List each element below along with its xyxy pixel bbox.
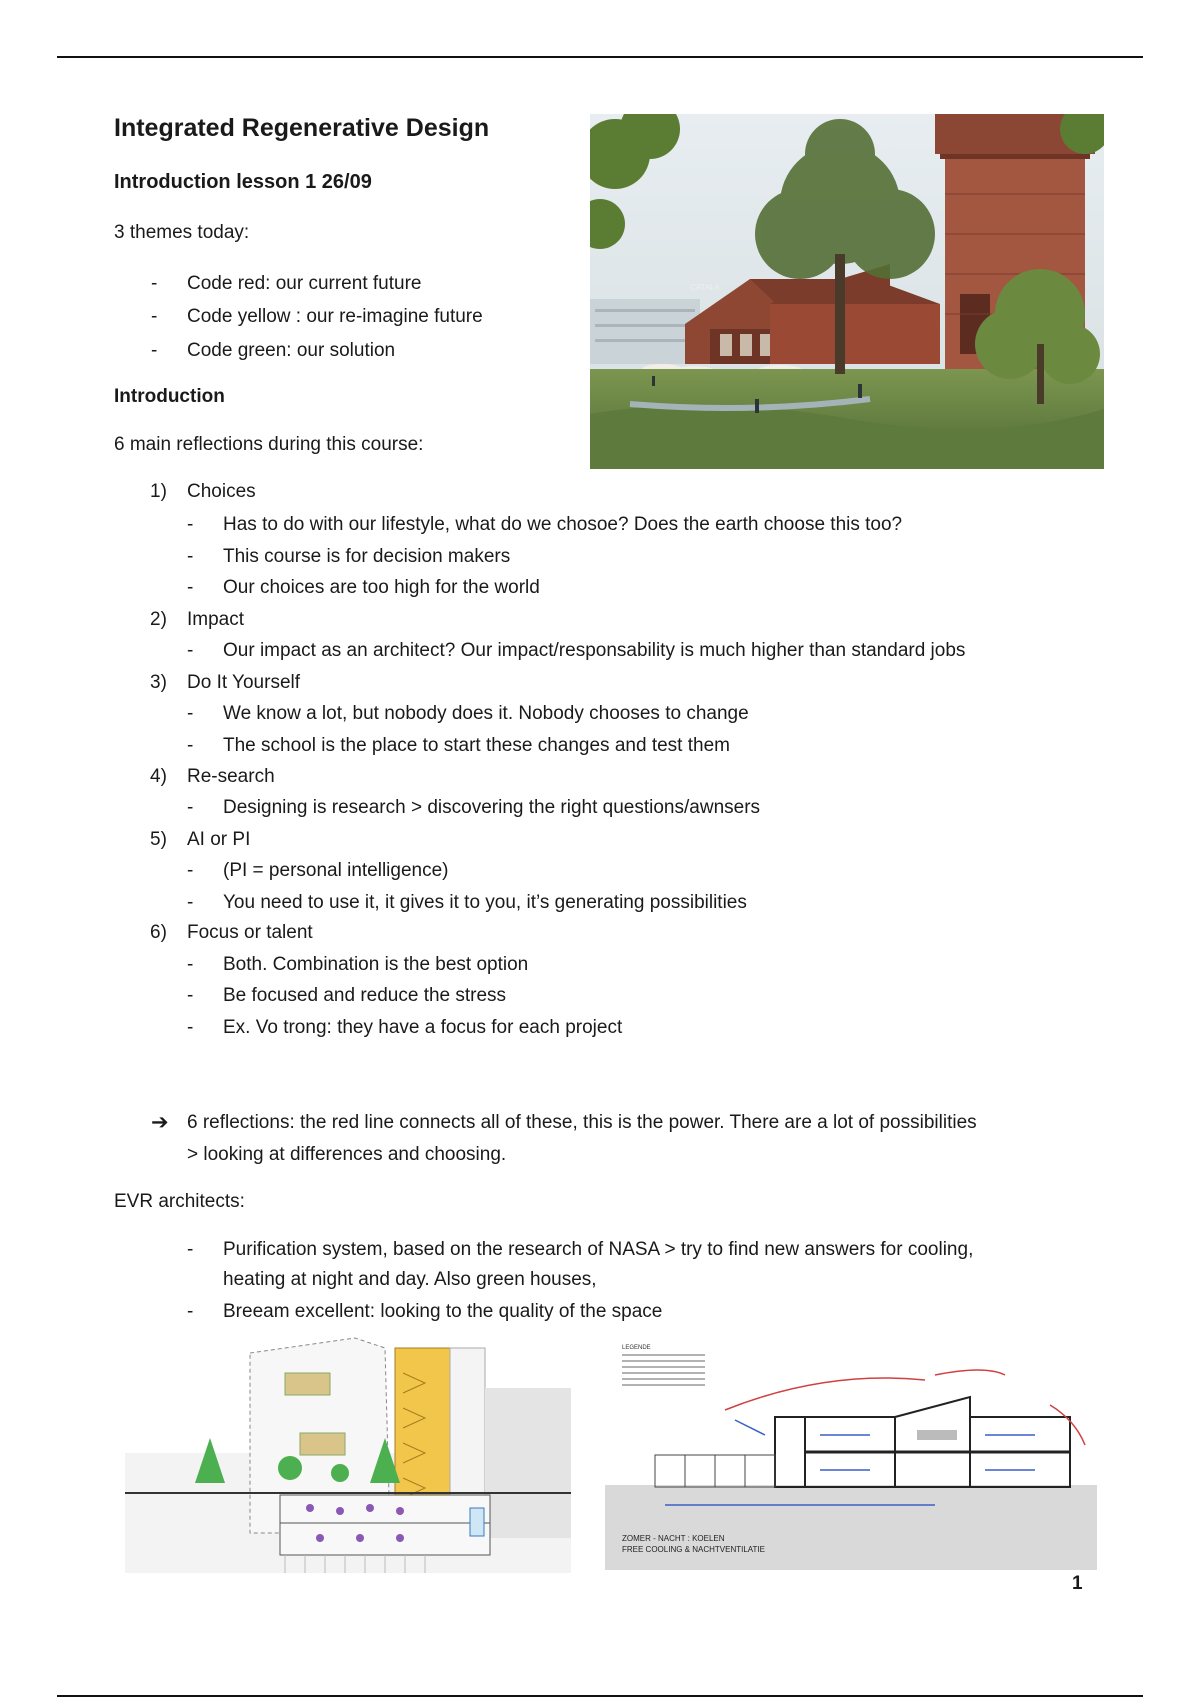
list-bullet: - xyxy=(187,1017,194,1038)
reflection-item: (PI = personal intelligence) xyxy=(223,860,449,881)
reflection-title: Do It Yourself xyxy=(187,672,301,693)
document-subtitle: Introduction lesson 1 26/09 xyxy=(114,171,372,193)
reflection-item: Has to do with our lifestyle, what do we chosoe? Does the earth choose this too? xyxy=(223,514,903,535)
list-bullet: - xyxy=(151,306,158,327)
list-bullet: - xyxy=(187,577,194,598)
list-bullet: - xyxy=(187,703,194,724)
list-bullet: - xyxy=(187,1239,194,1260)
list-bullet: - xyxy=(187,985,194,1006)
list-bullet: - xyxy=(187,735,194,756)
diagram-caption-line2: FREE COOLING & NACHTVENTILATIE xyxy=(622,1545,765,1554)
reflection-number: 3) xyxy=(150,672,167,693)
reflection-item: You need to use it, it gives it to you, it’s generating possibilities xyxy=(223,892,747,913)
reflection-number: 2) xyxy=(150,609,167,630)
list-bullet: - xyxy=(187,797,194,818)
list-bullet: - xyxy=(187,546,194,567)
diagram-legend-title: LEGENDE xyxy=(622,1345,651,1351)
photo-sign: CATALA xyxy=(690,283,720,292)
document-title: Integrated Regenerative Design xyxy=(114,114,490,142)
list-bullet: - xyxy=(151,273,158,294)
reflection-item: Our impact as an architect? Our impact/responsability is much higher than standard jobs xyxy=(223,640,966,661)
reflection-title: Impact xyxy=(187,609,245,630)
cooling-diagram-figure xyxy=(605,1335,1097,1570)
reflection-number: 5) xyxy=(150,829,167,850)
reflections-intro: 6 main reflections during this course: xyxy=(114,434,424,455)
list-bullet: - xyxy=(187,640,194,661)
theme-item: Code red: our current future xyxy=(187,273,422,294)
reflection-item: Our choices are too high for the world xyxy=(223,577,540,598)
reflection-item: Designing is research > discovering the right questions/awnsers xyxy=(223,797,761,818)
reflection-title: Choices xyxy=(187,481,256,502)
page-number: 1 xyxy=(1072,1573,1083,1594)
evr-item: heating at night and day. Also green houses, xyxy=(223,1269,597,1290)
diagram-caption-line1: ZOMER - NACHT : KOELEN xyxy=(622,1534,725,1543)
evr-item: Purification system, based on the research of NASA > try to find new answers for cooling, xyxy=(223,1239,974,1260)
right-arrow-icon: ➔ xyxy=(151,1111,169,1134)
reflection-title: AI or PI xyxy=(187,829,251,850)
introduction-heading: Introduction xyxy=(114,386,225,407)
top-rule xyxy=(57,56,1143,58)
reflection-item: Be focused and reduce the stress xyxy=(223,985,507,1006)
reflection-item: The school is the place to start these changes and test them xyxy=(223,735,730,756)
reflection-number: 1) xyxy=(150,481,167,502)
arrow-paragraph-line: 6 reflections: the red line connects all of these, this is the power. There are a lot of possibilities xyxy=(187,1112,977,1133)
evr-item: Breeam excellent: looking to the quality of the space xyxy=(223,1301,663,1322)
bottom-rule xyxy=(57,1695,1143,1697)
list-bullet: - xyxy=(187,860,194,881)
reflection-item: Ex. Vo trong: they have a focus for each project xyxy=(223,1017,623,1038)
theme-item: Code yellow : our re-imagine future xyxy=(187,306,483,327)
reflection-number: 6) xyxy=(150,922,167,943)
building-photo xyxy=(590,114,1104,469)
list-bullet: - xyxy=(187,1301,194,1322)
list-bullet: - xyxy=(151,340,158,361)
themes-intro: 3 themes today: xyxy=(114,222,250,243)
reflection-item: This course is for decision makers xyxy=(223,546,511,567)
reflection-item: Both. Combination is the best option xyxy=(223,954,529,975)
theme-item: Code green: our solution xyxy=(187,340,396,361)
reflection-item: We know a lot, but nobody does it. Nobody chooses to change xyxy=(223,703,749,724)
list-bullet: - xyxy=(187,954,194,975)
list-bullet: - xyxy=(187,514,194,535)
reflection-title: Focus or talent xyxy=(187,922,313,943)
reflection-title: Re-search xyxy=(187,766,275,787)
reflection-number: 4) xyxy=(150,766,167,787)
list-bullet: - xyxy=(187,892,194,913)
section-drawing-figure xyxy=(125,1333,571,1573)
arrow-paragraph-line: > looking at differences and choosing. xyxy=(187,1144,507,1165)
evr-heading: EVR architects: xyxy=(114,1191,245,1212)
